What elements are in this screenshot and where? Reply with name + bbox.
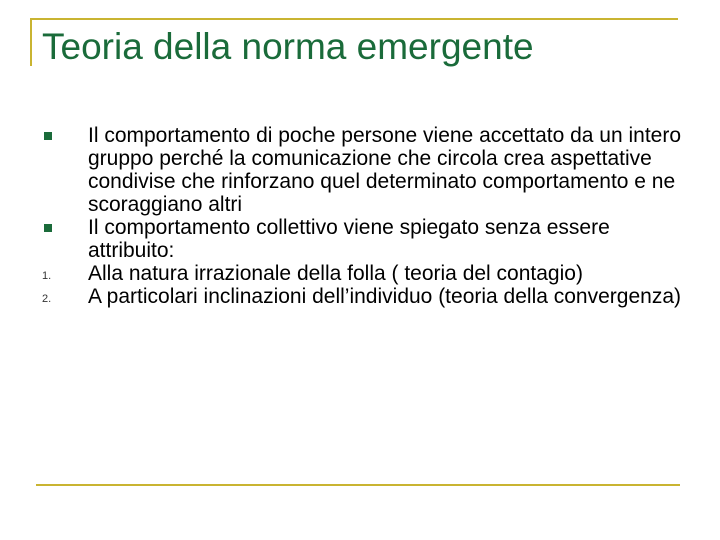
list-item [40, 216, 690, 262]
bottom-divider [36, 484, 680, 486]
list-item-text: Il comportamento di poche persone viene accettato da un intero gruppo perché la comunicazione che circola crea aspettative condivise che rinforzano quel determinato comportamento e ne scoraggiano altri [88, 124, 682, 216]
slide-title: Teoria della norma emergente [42, 26, 534, 67]
square-bullet-icon [44, 224, 52, 232]
list-number: 1. [42, 270, 52, 282]
list-item [40, 124, 690, 216]
title-frame-top-line [30, 18, 678, 20]
list-item [40, 285, 690, 308]
list-item-text: Il comportamento collettivo viene spiegato senza essere attribuito: [88, 216, 610, 262]
list-item-text: Alla natura irrazionale della folla ( teoria del contagio) [88, 262, 583, 285]
list-item [40, 262, 690, 285]
list-item-text: A particolari inclinazioni dell’individuo (teoria della convergenza) [88, 285, 681, 308]
list-number: 2. [42, 293, 52, 305]
title-frame-left-line [30, 18, 32, 66]
slide-content [40, 124, 690, 308]
square-bullet-icon [44, 132, 52, 140]
